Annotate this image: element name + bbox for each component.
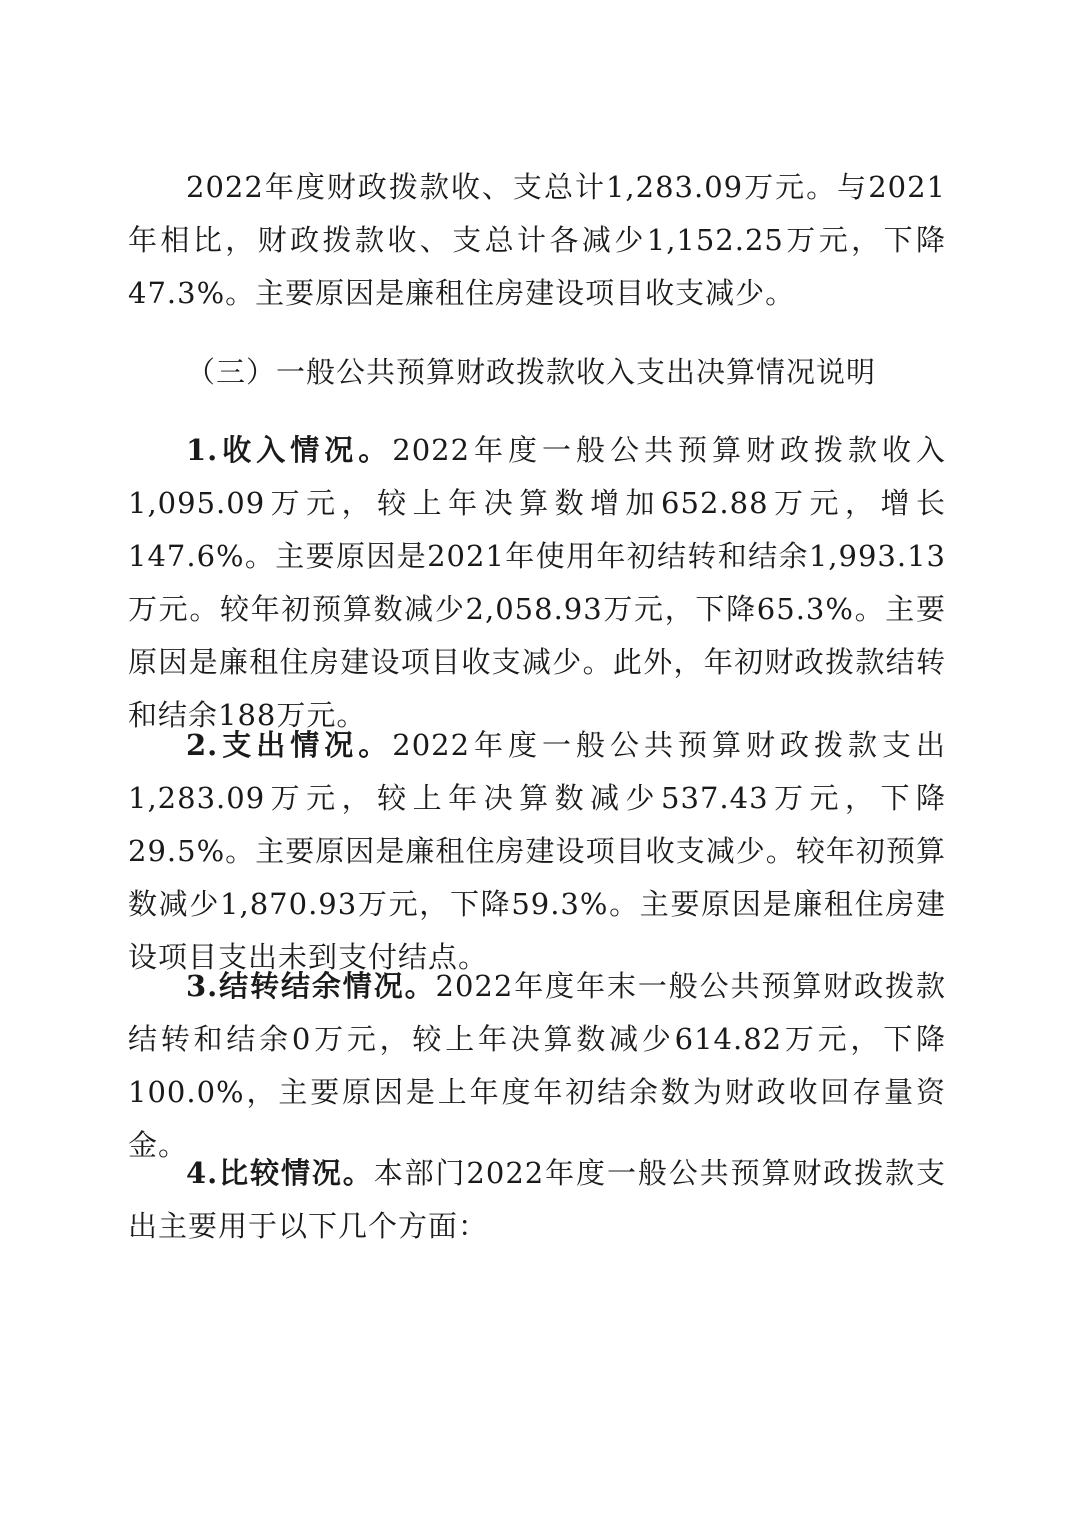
paragraph-comparison [128, 1147, 946, 1253]
income-text: 2022年度一般公共预算财政拨款收入1,095.09万元，较上年决算数增加652.88万元，增长147.6%。主要原因是2021年使用年初结转和结余1,993.13万元。较年初预算数减少2,058.93万元，下降65.3%。主要原因是廉租住房建设项目收支减少。此外，年初财政拨款结转和结余188万元。 [128, 433, 946, 732]
section-heading [186, 346, 946, 399]
paragraph-financial-summary [128, 161, 946, 320]
carryover-text: 2022年度年末一般公共预算财政拨款结转和结余0万元，较上年决算数减少614.82万元，下降100.0%，主要原因是上年度年初结余数为财政收回存量资金。 [128, 969, 946, 1162]
summary-text: 2022年度财政拨款收、支总计1,283.09万元。与2021年相比，财政拨款收、支总计各减少1,152.25万元，下降47.3%。主要原因是廉租住房建设项目收支减少。 [128, 170, 946, 310]
income-lead: 1.收入情况。 [186, 433, 393, 467]
expenditure-lead: 2.支出情况。 [186, 728, 393, 762]
comparison-lead: 4.比较情况。 [186, 1156, 374, 1190]
paragraph-income [128, 424, 946, 742]
section-heading-text: （三）一般公共预算财政拨款收入支出决算情况说明 [186, 355, 877, 389]
paragraph-carryover [128, 960, 946, 1172]
paragraph-expenditure [128, 719, 946, 984]
expenditure-text: 2022年度一般公共预算财政拨款支出1,283.09万元，较上年决算数减少537.43万元，下降29.5%。主要原因是廉租住房建设项目收支减少。较年初预算数减少1,870.93万元，下降59.3%。主要原因是廉租住房建设项目支出未到支付结点。 [128, 728, 946, 974]
comparison-text: 本部门2022年度一般公共预算财政拨款支出主要用于以下几个方面： [128, 1156, 946, 1243]
carryover-lead: 3.结转结余情况。 [186, 969, 436, 1003]
